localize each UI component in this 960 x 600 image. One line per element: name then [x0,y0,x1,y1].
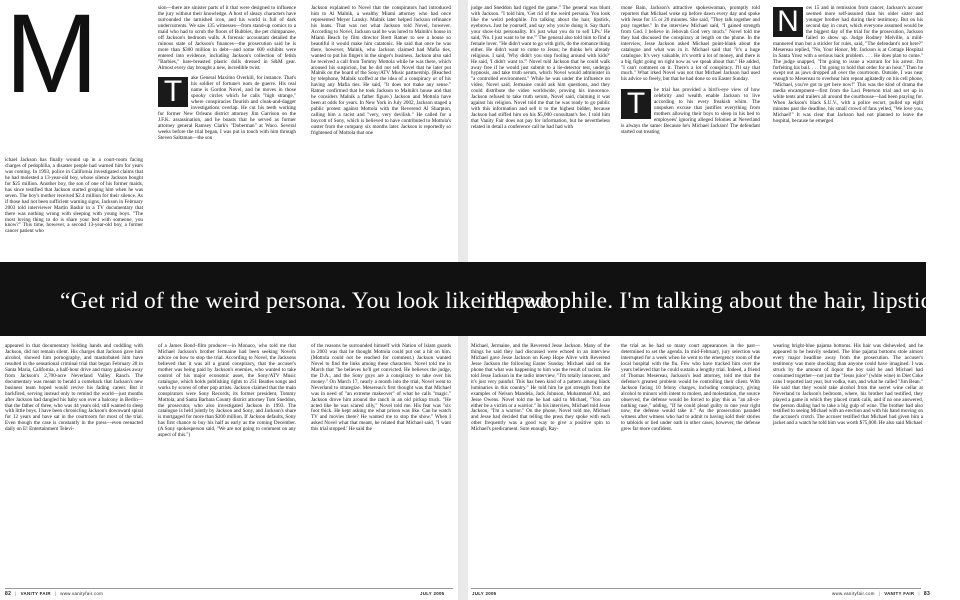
left-column-1-text: ichael Jackson has finally wound up in a court-room facing charges of pedophilia, a disaster people had warned him for years was coming. In 1993, police in California investigated claims that he had molested a 13-year-old boy, whose silence Jackson bought for $25 million. Another boy, the son of one of his former maids, has since testified that Jackson started groping him when he was seven. The boy's mother received $2.4 million for their silence. As if those had not been sufficient warning signs, Jackson in February 2003 told interviewer Martin Bashir in a TV documentary that there was nothing wrong with sleeping with young boys. "The most loving thing to do is share your bed with someone, you know?" This time, however, a second 13-year-old boy, a former cancer patient who [5,157,143,235]
left-column-1 [5,0,143,258]
left-column-2-text-a: sion—there are sinister parts of it that were designed to influence the jury without their knowledge. A host of sleazy characters have surrounded the tarnished icon, and his world is full of dark undercurrents. We saw 135 witnesses—from stand-up comics to a maid who had to scrub the floors of Bubbles, the pet chimpanzee, off Jackson's bedroom walls. A forensic accountant detailed the ruinous state of Jackson's finances—the prosecution said he is more than $300 million in debt—and some 600 exhibits were entered into evidence, including Jackson's collection of fetish "Barbies," bare-breasted plastic dolls dressed in S&M gear. Almost every day brought a new, incredible twist. [158,5,296,71]
right-column-3-text: ow 15 and in remission from cancer, Jackson's accuser seemed more self-assured than his older sister and younger brother had during their testimony. But on his second day in court, which everyone assumed would be the biggest day of the trial for the prosecution, Jackson failed to show up. Judge Rodney Melville, a mild-mannered man but a stickler for rules, said, "The defendant's not here?" Mesereau replied, "No, Your Honor, Mr. Jackson is at Cottage Hospital in Santa Ynez with a serious back problem. . . . He does plan to come." The judge snapped, "I'm going to issue a warrant for his arrest. I'm forfeiting his bail. . . . I'm going to hold that order for an hour." Then he swept out as jaws dropped all over the courtroom. Outside, I was near enough to Mesereau to overhear him repeat agitatedly on his cell phone, "Michael, you've got to get here now!" This was the kind of drama the media encampment—first from the Laci Peterson trial and set up in white tents and trailers all around the courthouse—had been praying for. When Jackson's black S.U.V., with a police escort, pulled up eight minutes past the deadline, his small crowd of fans yelled, "We love you, Michael!" It was clear that Jackson had not planned to leave the hospital, because he emerged [773,5,923,125]
left-column-2-text-b: ake General Maximo Overkill, for instance. That's his soldier of fortune's nom de guerre. His real name is Gordon Novel, and he moves in those spooky circles which he calls "high strange," where conspiracies flourish and cloak-and-dagger investigations overlap. He cut his teeth working for former New Orleans district attorney Jim Garrison on the J.F.K. assassination, and he boasts that he served as former attorney general Ramsey Clark's "Doberman" at Waco. Several weeks before the trial began, I was put in touch with him through Steven Saltzman—the son [158,75,296,142]
left-column-5 [158,344,296,587]
left-column-4-text: appeared in that documentary holding hands and cuddling with Jackson, did not remain silent. His charges that Jackson gave him alcohol, showed him pornography, and masturbated him have resulted in the sensational criminal trial that began February 28 in Santa Maria, California, a half-hour drive and many galaxies away from Jackson's 2,700-acre Neverland Valley Ranch. The documentary was meant to herald a comeback that Jackson's new business team hoped would revive his fading career. But it backfired, serving instead only to remind the world—just months after Jackson had dangled his baby son over a balcony in Berlin—that the father of three, who was 44 years old, still wanted to sleep with little boys. I have been chronicling Jackson's downward spiral for 12 years and have sat in the courtroom for most of the trial. Even though the case is constantly in the press—even reenacted daily on E! Entertainment Televi- [5,343,143,433]
left-column-2 [158,6,296,258]
right-column-1-text: judge and Sneddon had rigged the game." The general was blunt with Jackson. "I told him, 'Get rid of the weird persona. You look like the weird pedophile. I'm talking about the hair, lipstick, eyebrows. Just be yourself, and say why you're doing it. Say that's your show-biz personality. It's just what you do to sell LPs.' He said, 'No. I just want to be me.'" The general also told him to find a female lover. "He didn't want to go with girls, do the romance thing either. He didn't want to come to Jesus; he thinks he's already religious. I said, 'Why didn't you stop fooling around with kids?' He said, 'I didn't want to.'" Novel told Jackson that he could walk away free if he would just submit to a lie-detector test, undergo hypnosis, and take truth serum, which Novel would administer in "a controlled environment." While he was under the influence on video, Novel said, Jermaine could ask him questions, and they could distribute the video worldwide, proving his innocence. Jackson refused to take truth serum, Novel said, claiming it was against his religion. Novel told me that he was ready to go public with this information and sell it to the highest bidder, because Jackson had stiffed him on his $5,000 consultant's fee. I told him that Vanity Fair does not pay for information, but he nevertheless related in detail a conference call he had had with [471,5,610,131]
right-column-5 [621,344,760,587]
right-column-4-text: Michael, Jermaine, and the Reverend Jesse Jackson. Many of the things he said they had discussed were echoed in an interview Michael gave Jesse Jackson on Keep Hope Alive with Reverend Jesse Jackson the following Easter Sunday. Michael said on the phone that what was happening to him was the result of racism. He told Jesse Jackson in the radio interview, "I'm totally innocent, and it's just very painful. This has been kind of a pattern among black luminaries in this country." He told him he got strength from the examples of Nelson Mandela, Jack Johnson, Muhammad Ali, and Jesse Owens. Novel told me he had said to Michael, "You can either be a victim or a warrior." In his interview, Michael told Jesse Jackson, "I'm a warrior." On the phone, Novel told me, Michael and Jesse had decided that telling the press they spoke with each other frequently was a good way to give a positive spin to Michael's predicament. Sure enough, Ray- [471,343,610,433]
left-column-5-text: of a James Bond–film producer—in Monaco, who told me that Michael Jackson's brother Jermaine had been seeking Novel's advice on how to stop the trial. According to Novel, the Jacksons believed that it was all a grand conspiracy, that the accuser's mother was being paid by Jackson's enemies, who wanted to take control of his major economic asset, the Sony/ATV Music catalogue, which holds publishing rights to 251 Beatles songs and works by scores of other pop artists. Jackson claimed that the main conspirators were Sony Records; its former president, Tommy Mottola; and Santa Barbara County district attorney Tom Sneddon, the prosecutor, who also investigated Jackson in 1993. The catalogue is held jointly by Jackson and Sony, and Jackson's share is mortgaged for more than $200 million. If Jackson defaults, Sony has first chance to buy his half as early as the coming December. (A Sony spokesperson said, "We are not going to comment on any aspect of this.") [158,343,296,439]
right-page-number: 83 [923,591,931,597]
right-column-6 [773,344,923,587]
right-column-6-text: wearing bright-blue pajama bottoms. His hair was disheveled, and he appeared to be heavily sedated. The blue pajama bottoms stole almost every major headline away from the prosecution. The accuser's testimony was more shocking than anyone could have imagined. I was struck by the amount of liquor the boy said he and Michael had consumed together—not just the "Jesus juice" (white wine) in Diet Coke cans I reported last year, but vodka, rum, and what he called "Jim Bean." He said that they would take alcohol from the secret wine cellar at Neverland to Jackson's bedroom, where, his brother had testified, they played a game in which they placed crank calls, and if no one answered, the person dialing had to take a big gulp of wine. The brother had also testified to seeing Michael with an erection and with his hand moving on the accuser's crotch. The accuser testified that Michael had given him a jacket and a watch he told him was worth $75,000. He also said Michael [773,343,923,427]
left-footer-url: www.vanityfair.com [60,591,104,596]
pull-quote-band [0,262,960,336]
right-footer-url: www.vanityfair.com [832,591,875,596]
right-column-2-text-a: mone Bain, Jackson's attractive spokeswoman, promptly told reporters that Michael woke up before dawn every day and spoke with Jesse for 15 or 20 minutes. She said, "They talk together and pray together." In the interview Michael said, "I gained strength from God. I believe in Jehovah God very much." Novel told me they had discussed the conspiracy at length on the phone. In the interview, Jesse Jackson asked Michael point-blank about the catalogue and what was in it. Michael said that "it's a huge catalogue. It's very valuable, it's worth a lot of money, and there is a big fight going on right now as we speak about that." He added, "I can't comment on it. There's a lot of conspiracy. I'll say that much." What irked Novel was not that Michael Jackson had used his advice so freely, but that he had done so on Easter Sunday. [621,5,760,83]
right-column-3 [773,6,923,258]
drop-cap-t-right: T [621,89,651,119]
right-column-4 [471,344,610,587]
right-column-2-text-b: he trial has provided a bird's-eye view of how celebrity and wealth enable Jackson to live according to his every freakish whim. The unspoken excuse that justifies everything from mothers allowing their boys to sleep in his bed to employees' ignoring alleged felonies at Neverland is always the same: Because he's Michael Jackson! The defendant started out treating [621,87,760,136]
drop-cap-n: N [773,7,803,37]
left-footer-magazine: VANITY FAIR [20,591,51,596]
initial-capital-m: M [5,0,96,116]
left-page-number: 82 [5,591,12,597]
right-footer-date: JULY 2005 [472,591,497,596]
left-column-2-paragraph [158,76,296,141]
right-footer-magazine: VANITY FAIR [884,591,915,596]
right-column-2-paragraph [621,88,760,136]
pull-quote-right: ird pedophile. I'm talking about the hair, lipstick.” [480,288,960,314]
left-column-6 [311,344,451,587]
left-footer: 82 | VANITY FAIR | www.vanityfair.com [5,591,104,597]
left-footer-date: JULY 2005 [420,591,445,596]
right-footer-rule [471,588,921,589]
right-column-1 [471,6,610,258]
right-footer: www.vanityfair.com | VANITY FAIR | 83 [832,591,931,597]
left-column-3 [311,6,451,258]
right-column-3-paragraph [773,6,923,125]
pull-quote-left: “Get rid of the weird persona. You look like the we [60,288,551,314]
right-column-2 [621,6,760,258]
right-column-5-text: the trial as he had so many court appearances in the past—determined to set the agenda. In mid-February, jury selection was interrupted for a week when he went to the emergency room of the local hospital with the flu. Few who have tracked him over the years believed that he could sustain a lengthy trial. Indeed, a friend of Thomas Mesereau, Jackson's lead attorney, told me that the defense's greatest problem would be controlling their client. With Jackson facing 10 felony charges, including conspiracy, giving alcohol to minors with intent to molest, and molestation, the source observed, the defense would be forced to play this as "an all-or-nothing case," adding, "If he could plead guilty to one year right now, the defense would take it." As the prosecution paraded witness after witness who had to admit to having sold their stories to tabloids or lied under oath in other cases, however, the defense grew far more confident. [621,343,760,433]
left-footer-rule [5,588,453,589]
left-column-6-text: of the reasons he surrounded himself with Nation of Islam guards in 2003 was that he thought Mottola could put out a hit on him. (Mottola could not be reached for comment.) Jackson wanted Novel to find the links among these characters. Novel told me in March that "he believes he'll get convicted. He believes the judge, the D.A., and the Sony guys are a conspiracy to take over his money." On March 17, nearly a month into the trial, Novel went to Neverland to strategize. Mesereau's first thought was that Michael was in need of "an extreme makeover" of what he calls "magic." Jackson drove him around the ranch in an old pickup truck. "He acted like he was scared silly," Novel told me. His fear was "six foot thick. He kept asking me what prison was like. Can he watch TV and movies there? He wanted me to stop the show." When I asked Novel what that meant, he related that Michael said, "I want this trial stopped.' He said the [311,343,451,433]
left-column-4 [5,344,143,587]
drop-cap-t: T [158,77,188,107]
left-column-3-text: Jackson explained to Novel that the conspirators had introduced him to Al Malnik, a wealthy Miami attorney who had once represented Meyer Lansky. Malnik later helped Jackson refinance his loans. That was not what Jackson told Novel, however. According to Novel, Jackson said he was lured to Malnik's house in Miami Beach by film director Brett Ratner to see a house so beautiful it would make him catatonic. He said that once he was there, however, Malnik, who Jackson claimed had Mafia ties, wanted to put his fingers in the singer's business. Jackson also said he received a call from Tommy Mottola while he was there, which aroused his suspicion, but he did not tell Novel that he later put Malnik on the board of the Sony/ATV Music partnership. (Reached by telephone, Malnik scoffed at the idea of a conspiracy or of his having any Mafia ties. He said, "It does not make any sense." Ratner confirmed that he took Jackson to Malnik's house and that he considers Malnik a father figure.) Jackson and Mottola have been at odds for years. In New York in July 2002, Jackson staged a public protest against Mottola with the Reverend Al Sharpton, calling him a racist and "very, very devilish." He called for a boycott of Sony, which is believed to have contributed to Mottola's ouster from the company six months later. Jackson is reportedly so frightened of Mottola that one [311,5,451,137]
